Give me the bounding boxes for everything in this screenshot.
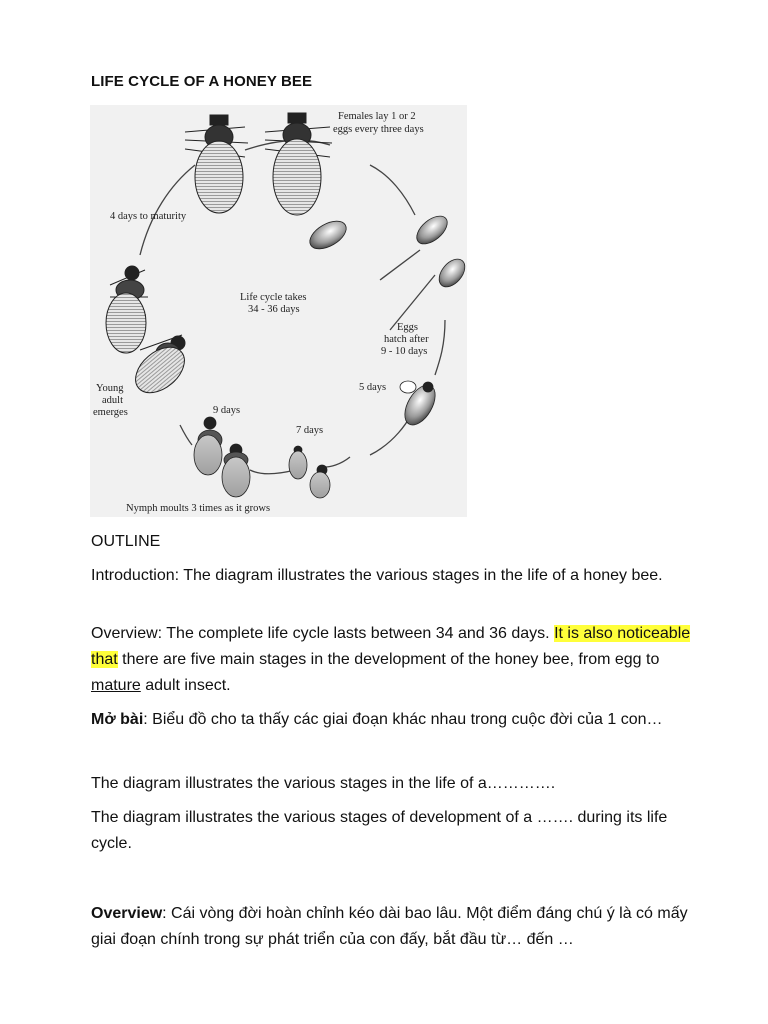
label-eggs-3: 9 - 10 days xyxy=(381,346,428,357)
life-cycle-diagram xyxy=(90,105,467,517)
label-five-days: 5 days xyxy=(359,382,387,393)
label-females-lay-2: eggs every three days xyxy=(333,124,424,135)
label-nine-days: 9 days xyxy=(213,405,241,416)
label-cycle-1: Life cycle takes xyxy=(240,292,307,303)
adult-bee-left xyxy=(185,115,248,213)
document-title: LIFE CYCLE OF A HONEY BEE xyxy=(91,73,313,90)
overview-vi-text: : Cái vòng đời hoàn chỉnh kéo dài bao lâu. Một điểm đáng chú ý là có mấy giai đoạn chính trong sự phát triển của con đấy, bắt đầu từ… đến … xyxy=(91,905,688,948)
outline-heading: OUTLINE xyxy=(91,533,161,550)
label-females-lay-1: Females lay 1 or 2 xyxy=(338,111,416,122)
overview-text-c: adult insect. xyxy=(140,677,231,694)
overview-paragraph xyxy=(91,621,691,699)
mobai-text: : Biểu đồ cho ta thấy các giai đoạn khác nhau trong cuộc đời của 1 con… xyxy=(143,711,663,728)
label-young-1: Young xyxy=(96,383,124,394)
label-young-3: emerges xyxy=(93,407,128,418)
overview-vi-paragraph xyxy=(91,901,691,953)
nymph-smallest xyxy=(310,465,330,498)
label-maturity: 4 days to maturity xyxy=(110,211,187,222)
overview-underline: mature xyxy=(91,677,141,694)
mobai-label: Mở bài xyxy=(91,711,144,728)
nymph-medium xyxy=(222,444,250,497)
mobai-paragraph xyxy=(91,707,691,733)
overview-highlight: It is also noticeable that xyxy=(91,625,691,668)
overview-vi-label: Overview xyxy=(91,905,163,922)
label-young-2: adult xyxy=(102,395,123,406)
overview-text-a: Overview: The complete life cycle lasts between 34 and 36 days. xyxy=(91,625,555,642)
label-eggs-2: hatch after xyxy=(384,334,429,345)
adult-bee-right xyxy=(265,113,332,215)
label-eggs-1: Eggs xyxy=(397,322,418,333)
label-cycle-2: 34 - 36 days xyxy=(248,304,300,315)
young-adult-bee xyxy=(106,266,148,353)
pupa xyxy=(399,380,442,430)
introduction-paragraph: Introduction: The diagram illustrates the various stages in the life of a honey bee. xyxy=(91,567,663,584)
label-seven-days: 7 days xyxy=(296,425,324,436)
nymph-small xyxy=(289,446,307,479)
template-sentence-2: The diagram illustrates the various stages of development of a ……. during its life cycle. xyxy=(91,809,668,852)
eggs xyxy=(305,211,467,292)
label-nymph: Nymph moults 3 times as it grows xyxy=(126,503,271,514)
nymph-large xyxy=(194,417,222,475)
overview-text-b: there are five main stages in the development of the honey bee, from egg to xyxy=(117,651,660,668)
template-sentence-1: The diagram illustrates the various stages in the life of a…………. xyxy=(91,775,556,792)
